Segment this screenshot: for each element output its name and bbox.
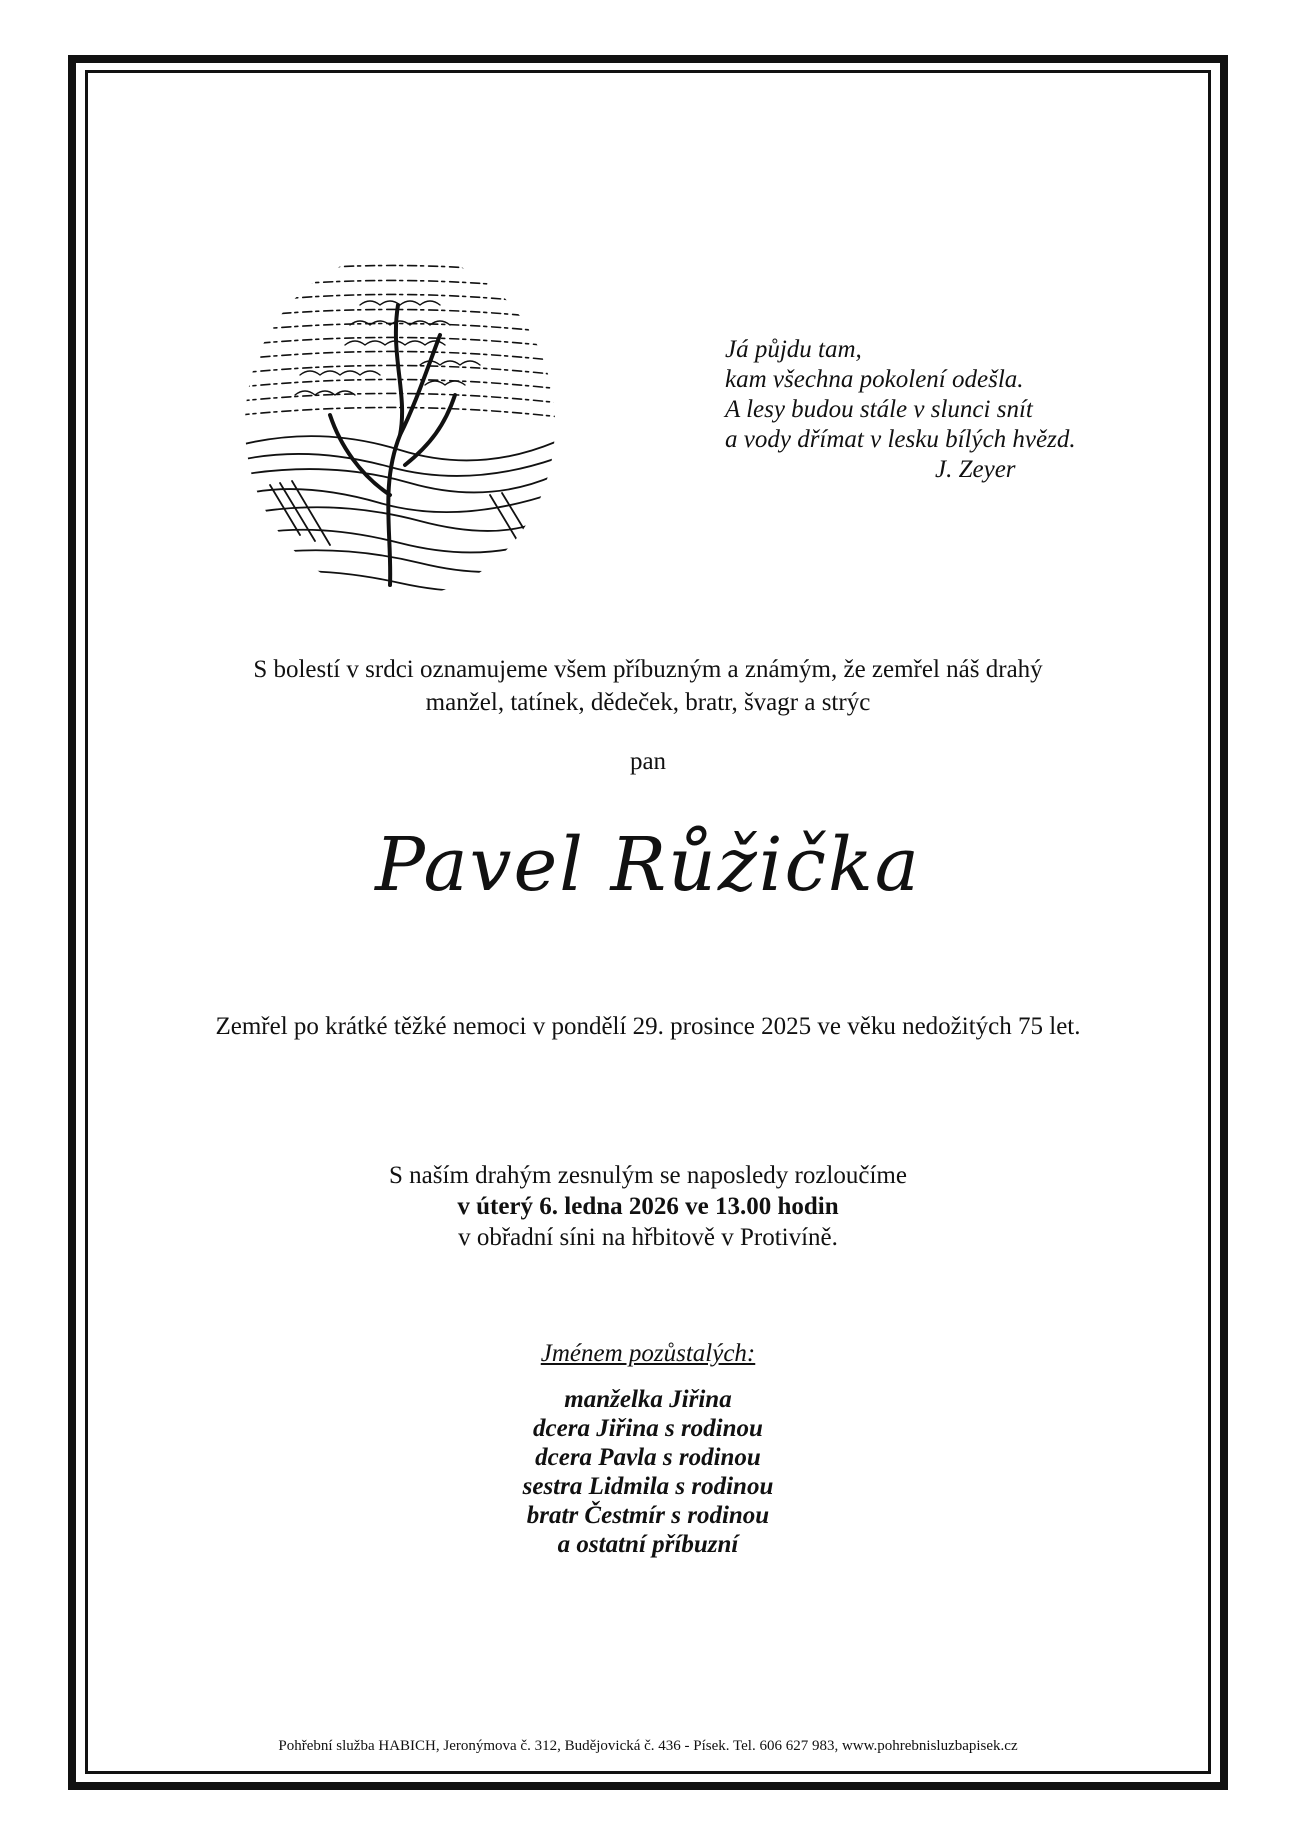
- announcement-intro: [85, 653, 1211, 719]
- title-pan: pan: [629, 748, 667, 775]
- death-info: Zemřel po krátké těžké nemoci v pondělí 29. prosince 2025 ve věku nedožitých 75 let.: [215, 1013, 1081, 1040]
- quote-block: [725, 335, 1076, 485]
- quote-line: a vody dřímat v lesku bílých hvězd.: [725, 426, 1076, 453]
- footer-contact: Pohřební služba HABICH, Jeronýmova č. 312, Budějovická č. 436 - Písek. Tel. 606 627 983, www.pohrebnisluzbapisek.cz: [278, 1738, 1018, 1754]
- list-item: a ostatní příbuzní: [557, 1531, 739, 1558]
- farewell-line: S naším drahým zesnulým se naposledy rozloučíme: [389, 1162, 907, 1189]
- quote-line: kam všechna pokolení odešla.: [725, 366, 1024, 393]
- survivors-heading-text: Jménem pozůstalých:: [540, 1340, 756, 1367]
- intro-line: S bolestí v srdci oznamujeme všem příbuzným a známým, že zemřel náš drahý: [253, 656, 1043, 683]
- farewell-block: [85, 1160, 1211, 1253]
- list-item: sestra Lidmila s rodinou: [522, 1473, 774, 1500]
- quote-line: A lesy budou stále v slunci snít: [725, 396, 1033, 423]
- list-item: manželka Jiřina: [564, 1386, 732, 1413]
- farewell-place: v obřadní síni na hřbitově v Protivíně.: [458, 1224, 838, 1251]
- list-item: bratr Čestmír s rodinou: [526, 1502, 770, 1529]
- tree-landscape-icon: [240, 245, 560, 605]
- farewell-date: v úterý 6. ledna 2026 ve 13.00 hodin: [457, 1193, 839, 1220]
- survivors-heading: [85, 1340, 1211, 1368]
- quote-line: Já půjdu tam,: [725, 336, 862, 363]
- list-item: dcera Jiřina s rodinou: [533, 1415, 763, 1442]
- intro-line: manžel, tatínek, dědeček, bratr, švagr a strýc: [425, 689, 871, 716]
- deceased-name: Pavel Růžička: [375, 822, 921, 908]
- survivors-list: [85, 1385, 1211, 1559]
- quote-author: J. Zeyer: [935, 456, 1016, 483]
- list-item: dcera Pavla s rodinou: [535, 1444, 761, 1471]
